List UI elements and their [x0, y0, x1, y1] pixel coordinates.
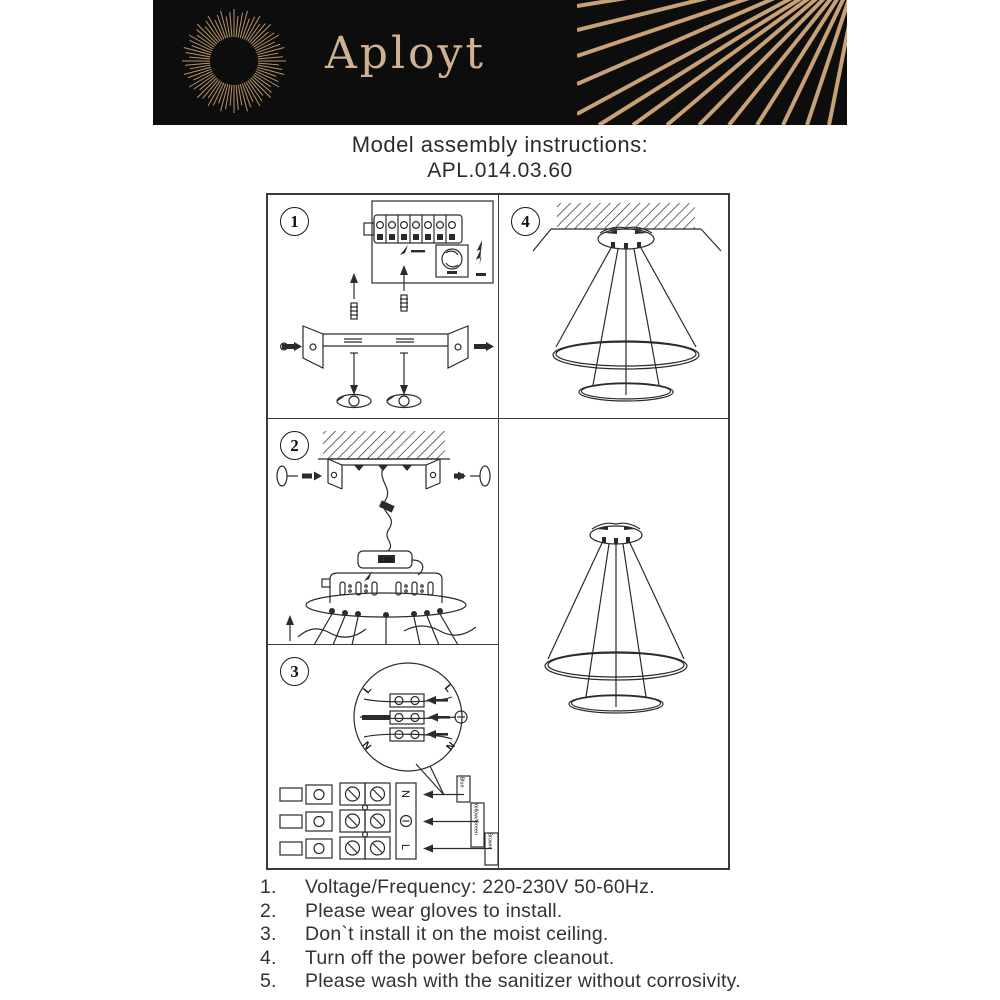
final-assembly-diagram	[499, 419, 728, 868]
model-number: APL.014.03.60	[427, 159, 573, 182]
list-item	[260, 923, 820, 947]
list-item-text: Turn off the power before cleanout.	[305, 946, 615, 969]
list-item-number: 3.	[260, 923, 277, 946]
svg-text:LED: LED	[380, 557, 393, 564]
brand-wordmark: Aployt	[325, 28, 487, 79]
brand-banner	[153, 0, 847, 125]
sunburst-logo-icon	[177, 4, 292, 119]
list-item-number: 1.	[260, 876, 277, 898]
step-2-panel	[268, 419, 499, 645]
list-item	[260, 947, 820, 971]
corner-rays-decoration	[577, 0, 847, 125]
final-assembly-panel	[499, 419, 728, 868]
svg-text:L: L	[361, 684, 374, 696]
svg-text:Blue: Blue	[458, 776, 465, 788]
list-item-text: Don`t install it on the moist ceiling.	[305, 923, 609, 946]
list-item-number: 2.	[260, 899, 277, 922]
svg-text:Brown: Brown	[486, 832, 493, 849]
safety-instructions-list	[260, 876, 820, 994]
list-item-number: 5.	[260, 970, 277, 993]
page-title: Model assembly instructions:	[351, 132, 649, 157]
svg-text:N: N	[399, 790, 411, 798]
list-item	[260, 970, 820, 994]
svg-text:Yellow/Green: Yellow/Green	[472, 802, 479, 836]
step-1-badge: 1	[280, 207, 309, 236]
svg-text:L: L	[441, 682, 455, 695]
step-2-badge: 2	[280, 431, 309, 460]
list-item-text: Voltage/Frequency: 220-230V 50-60Hz.	[305, 876, 655, 898]
step-4-panel	[499, 195, 728, 419]
svg-text:L: L	[399, 844, 411, 851]
list-item	[260, 900, 820, 924]
list-item-text: Please wash with the sanitizer without corrosivity.	[305, 970, 741, 993]
list-item	[260, 876, 820, 900]
step-3-badge: 3	[280, 657, 309, 686]
svg-text:N: N	[359, 739, 373, 753]
step-3-panel	[268, 645, 499, 868]
list-item-text: Please wear gloves to install.	[305, 899, 563, 922]
step-4-badge: 4	[511, 207, 540, 236]
step-1-panel	[268, 195, 499, 419]
assembly-steps-grid	[266, 193, 730, 870]
svg-text:N: N	[444, 740, 458, 753]
list-item-number: 4.	[260, 946, 277, 969]
